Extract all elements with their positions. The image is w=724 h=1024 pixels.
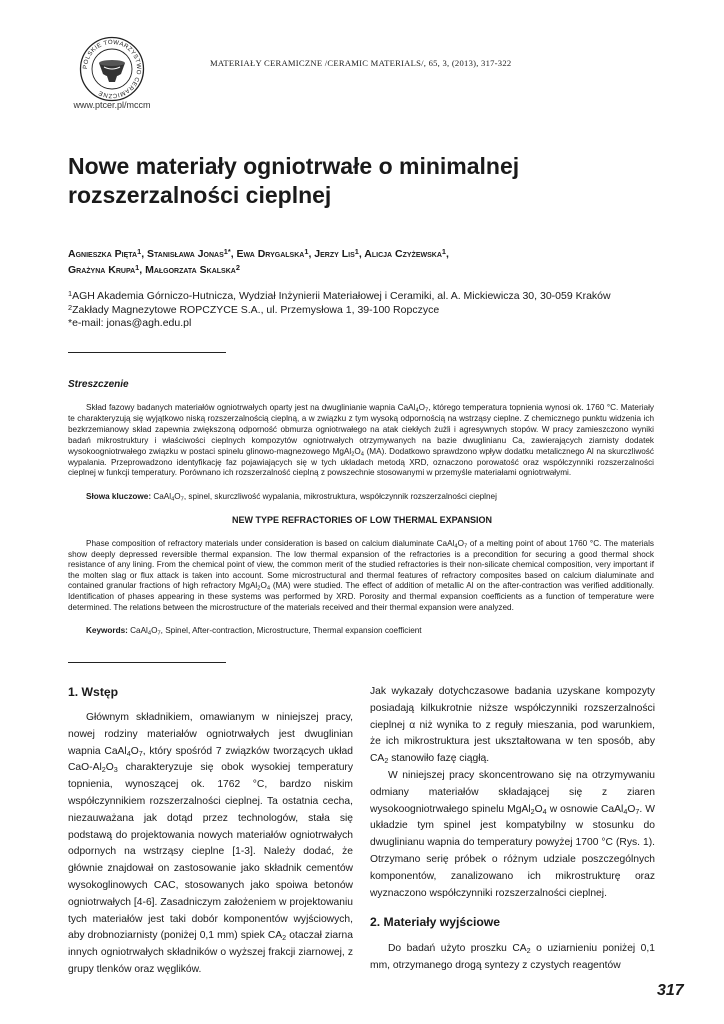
page-number: 317 xyxy=(657,982,684,999)
article-title xyxy=(68,152,668,210)
affiliation-line xyxy=(68,317,668,331)
journal-url: www.ptcer.pl/mccm xyxy=(73,100,151,110)
separator-rule xyxy=(68,662,226,663)
author-affil-mark: 1 xyxy=(354,247,359,257)
affiliations xyxy=(68,290,668,331)
affiliation-text: AGH Akademia Górniczo-Hutnicza, Wydział Inżynierii Materiałowej i Ceramiki, al. A. Mickiewicza 30, 30-059 Kraków xyxy=(72,290,611,302)
body-paragraph: Jak wykazały dotychczasowe badania uzyskane kompozyty posiadają kilkukrotnie niższe współczynniki rozszerzalności cieplnej α niż wynika to z reguły mieszania, pod warunkiem, że ich mikrostruktura jest ukształtowana w ten sposób, aby $CA_2$ stanowiło fazę ciągłą. xyxy=(370,686,655,765)
body-paragraph: Do badań użyto proszku $CA_2$ o uziarnieniu poniżej 0,1 mm, otrzymanego drogą syntezy z czystych reagentów xyxy=(370,943,655,972)
keywords-label: Słowa kluczowe: xyxy=(86,492,152,501)
author-affil-mark: 1 xyxy=(304,247,309,257)
keywords-label: Keywords: xyxy=(86,626,128,635)
affiliation-text: Zakłady Magnezytowe ROPCZYCE S.A., ul. Przemysłowa 1, 39-100 Ropczyce xyxy=(72,303,440,316)
author-affil-mark: 1* xyxy=(223,247,231,257)
journal-reference: MATERIAŁY CERAMICZNE /CERAMIC MATERIALS/, 65, 3, (2013), 317-322 xyxy=(210,58,512,68)
abstract-polish: Skład fazowy badanych materiałów ogniotrwałych oparty jest na dwuglinianie wapnia $CaAl_4O_7$, którego temperatura topnienia wynosi ok. 1760 °C. Materiały te charakteryzują się wyjątkowo niską rozszerzalnością cieplną, a w związku z tym wysoką odpornością na wstrząsy cieplne. Z chemicznego punktu widzenia ich bezkrzemianowy skład zapewnia zwiększoną odporność obmurza ogniotrwałego na atak ciekłych żużli i agresywnych stopów. W pracy zamieszczono wyniki badań mikrostruktury i właściwości cieplnych kompozytów ogniotrwałych otrzymywanych na bazie dwuglinianu Ca, zawierających ziarnisty dodatek wysokoogniotrwałego związku w postaci spinelu glinowo-magnezowego $MgAl_2O_4$ (MA). Dodatkowo sprawdzono wpływ dodatku metalicznego Al na skurczliwość wypalania. Przeprowadzono identyfikację faz pojawiających się w tych układach metodą XRD, oznaczono porowatość oraz współczynniki rozszerzalności cieplnej w funkcji temperatury. Porównano ich rozszerzalność cieplną z powszechnie stosowanymi w przemyśle materiałami ogniotrwałymi. xyxy=(68,403,655,478)
body-column-left xyxy=(68,684,353,979)
section-heading-materials: 2. Materiały wyjściowe xyxy=(370,915,501,930)
author-name: Agnieszka Pięta xyxy=(68,248,138,260)
author-name: Ewa Drygalska xyxy=(236,248,305,260)
abstract-english: Phase composition of refractory materials under consideration is based on calcium dialuminate $CaAl_4O_7$ of a melting point of about 1760 °C. The materials show deeply depressed reversible thermal expansion. The low thermal expansion of the refractories is a precondition for securing a good thermal shock resistance of any lining. From the chemical point of view, the common merit of the studied refractories is their non-silicate chemical composition, very important if the molten slag or flux attack is taken into account. Some microstructural and thermal features of refractory composites based on calcium dialuminate and contained granular fractions of high refractory $MgAl_2O_4$ (MA) were studied. The effect of addition of metallic Al on the after-contraction was verified additionally. Identification of phases appearing in these systems was performed by XRD. Porosity and thermal expansion coefficients as a function of temperature were determined. The relations between the microstructure of the materials received and their thermal expansion were analyzed. xyxy=(68,539,654,612)
logo-ring-text: POLSKIE TOWARZYSTWO CERAMICZNE xyxy=(81,38,143,100)
affiliation-mark: 1 xyxy=(68,289,73,299)
section-heading-introduction: 1. Wstęp xyxy=(68,685,119,699)
author-name: Grażyna Krupa xyxy=(68,264,136,276)
keywords-english: Keywords: $CaAl_4O_7$, Spinel, After-contraction, Microstructure, Thermal expansion coefficient xyxy=(86,626,422,637)
abstract-heading: Streszczenie xyxy=(68,379,129,390)
author-name: Małgorzata Skalska xyxy=(145,264,236,276)
separator-rule xyxy=(68,352,226,353)
author-affil-mark: 2 xyxy=(235,263,240,273)
title-line-2: rozszerzalności cieplnej xyxy=(68,182,332,208)
body-paragraph: W niniejszej pracy skoncentrowano się na otrzymywaniu odmiany materiałów składającej się z ziaren wysokoogniotrwałego spinelu $MgAl_2O_4$ w osnowie $CaAl_4O_7$. W układzie tym spinel jest kompatybilny w stosunku do dwuglinianu wapnia do temperatury powyżej 1700 °C (Rys. 1). Otrzymano serię próbek o różnym udziale poszczególnych komponentów, zanalizowano ich mikrostrukturę oraz wyznaczono współczynniki rozszerzalności cieplnej. xyxy=(370,769,655,899)
affiliation-mark: 2 xyxy=(68,302,73,312)
body-paragraph: Głównym składnikiem, omawianym w niniejszej pracy, nowej rodziny materiałów ogniotrwałych jest dwuglinian wapnia $CaAl_4O_7$, który spośród 7 związków tworzących układ CaO-$Al_2O_3$ charakteryzuje się obok wysokiej temperatury topnienia, wynoszącej ok. 1762 °C, bardzo niskim współczynnikiem rozszerzalności cieplnej. Ta ostatnia cecha, niezauważana jak dotąd przez technologów, stała się podstawą do projektowania nowych materiałów ogniotrwałych odpornych na wstrząsy cieplne [1-3]. Należy dodać, że głównie znajdował on zastosowanie jako składnik cementów wysokoglinowych CAC, stosowanych jako spoiwa betonów ogniotrwałych [4-6]. Zasadniczym założeniem w projektowaniu tych materiałów jest taki dobór komponentów wyjściowych, aby drobnoziarnisty (poniżej 0,1 mm) spiek $CA_2$ otaczał ziarna innych ogniotrwałych składników o wyższej frakcji ziarnowej, z grupy tlenków oraz węglików. xyxy=(68,712,354,975)
author-affil-mark: 1 xyxy=(441,247,446,257)
author-affil-mark: 1 xyxy=(137,247,142,257)
title-line-1: Nowe materiały ogniotrwałe o minimalnej xyxy=(68,153,520,179)
affiliation-line xyxy=(68,290,668,304)
english-title: NEW TYPE REFRACTORIES OF LOW THERMAL EXPANSION xyxy=(231,515,492,525)
author-name: Stanisława Jonas xyxy=(147,248,224,260)
keywords-polish: Słowa kluczowe: $CaAl_4O_7$, spinel, skurczliwość wypalania, mikrostruktura, współczynnik rozszerzalności cieplnej xyxy=(86,492,497,503)
author-name: Jerzy Lis xyxy=(314,248,355,260)
society-logo xyxy=(79,36,145,102)
corresponding-email: *e-mail: jonas@agh.edu.pl xyxy=(68,317,192,329)
body-column-right xyxy=(370,684,655,975)
author-affil-mark: 1 xyxy=(135,263,140,273)
author-list: Agnieszka Pięta$^1$, Stanisława Jonas$^{1*}$, Ewa Drygalska$^1$, Jerzy Lis$^1$, Alicja Czyżewska$^1$, Grażyna Krupa$^1$, Małgorzata Skalska$^2$ xyxy=(68,247,449,276)
author-name: Alicja Czyżewska xyxy=(364,248,442,260)
affiliation-line xyxy=(68,304,668,318)
